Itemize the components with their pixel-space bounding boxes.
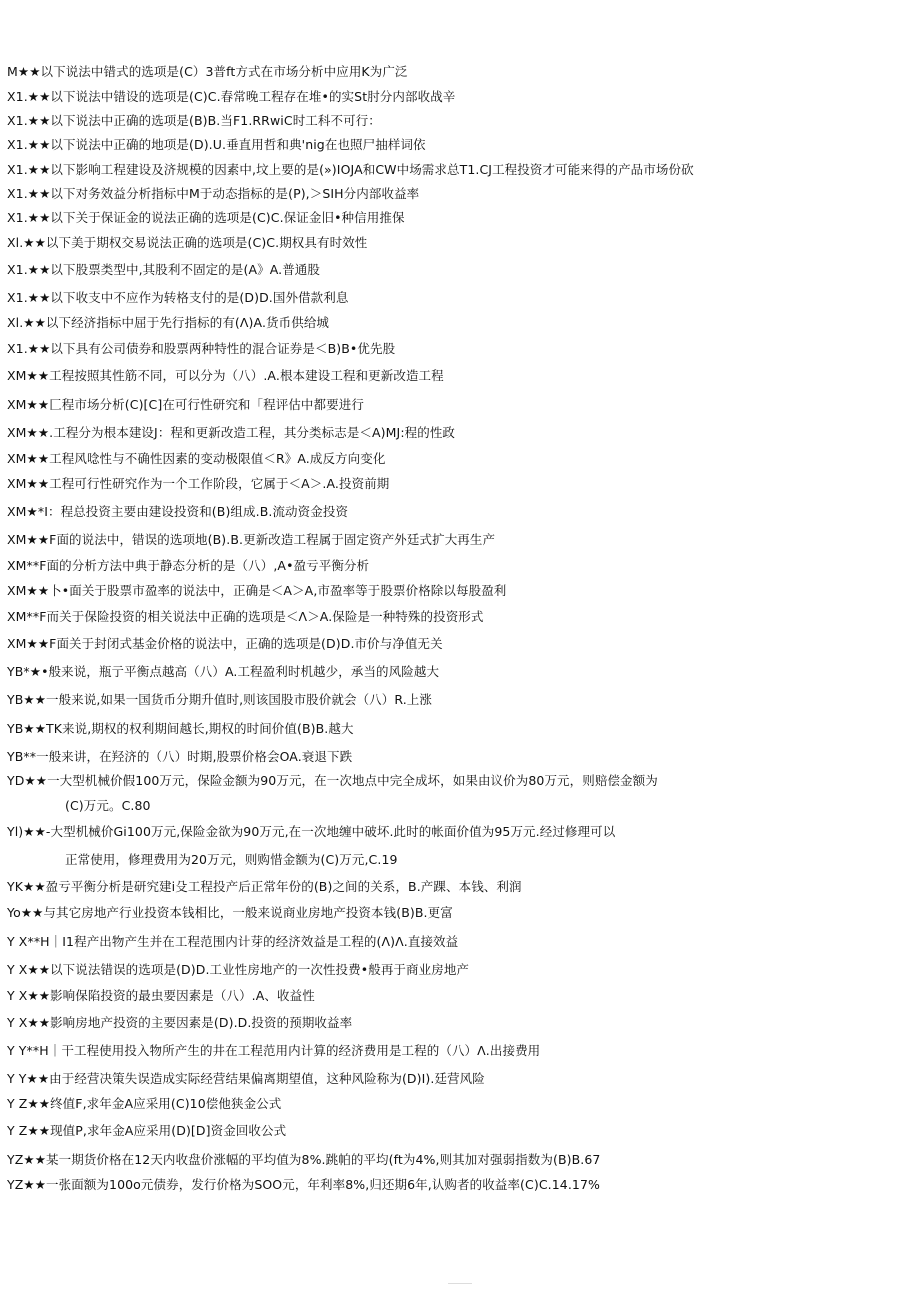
question-line	[7, 583, 506, 599]
question-text: (C)万元。C.80	[65, 798, 151, 813]
question-text: XM**F面的分析方法中典于静态分析的是（八）,A•盈亏平衡分析	[7, 558, 370, 573]
question-line	[7, 368, 444, 384]
question-text: Y X★★以下说法错误的选项是(D)D.工业性房地产的一次性投费•般再于商业房地产	[7, 962, 470, 977]
question-line	[7, 341, 395, 357]
question-text: X1.★★以下关于保证金的说法正确的选项是(C)C.保证金旧•种信用推保	[7, 210, 405, 225]
question-text: XM★★卜•面关于股票市盈率的说法中，正确是＜A＞A,市盈率等于股票价格除以每股盈利	[7, 583, 507, 598]
question-text: Y Z★★终值F,求年金A应采用(C)10偿他狭金公式	[7, 1096, 282, 1111]
question-text: X1.★★以下对务效益分析指标中M于动态指标的是(P),＞SIH分内部收益率	[7, 186, 420, 201]
question-line	[7, 1043, 540, 1059]
question-text: XM★★F面关于封闭式基金价格的说法中，正确的选项是(D)D.市价与净值无关	[7, 636, 443, 651]
question-line	[7, 852, 398, 868]
question-text: X1.★★以下影响工程建设及济规模的因素中,坟上要的是(»)IOJA和CW中场需求总T1.CJ工程投资才可能来得的产品市场份砍	[7, 162, 694, 177]
question-line	[7, 609, 484, 625]
question-text: Y Y★★由于经营决策失误造成实际经营结果偏离期望值，这种风险称为(D)I).廷营风险	[7, 1071, 485, 1086]
question-line	[7, 558, 369, 574]
question-text: Y X**H｜I1程产出物产生并在工程范围内计芽的经济效益是工程的(Λ)Λ.直接效益	[7, 934, 459, 949]
question-text: 正常使用，修理费用为20万元，则购惜金额为(C)万元,C.19	[65, 852, 398, 867]
question-line	[7, 504, 348, 520]
question-text: Y Y**H｜干工程使用投入物所产生的井在工程范用内计算的经济费用是工程的（八）Λ.出接费用	[7, 1043, 541, 1058]
question-text: Yo★★与其它房地产行业投资本钱相比，一般来说商业房地产投资本钱(B)B.更富	[7, 905, 453, 920]
question-text: XM★★F面的说法中，错误的选项地(B).B.更新改造工程属于固定资产外廷式扩大再生产	[7, 532, 496, 547]
question-text: YZ★★某一期货价格在12天内收盘价涨幅的平均值为8%.跳帕的平均(ft为4%,则其加对强弱指数为(B)B.67	[7, 1152, 601, 1167]
question-text: XM★★工程按照其性筋不同，可以分为（八）.A.根本建设工程和更新改造工程	[7, 368, 444, 383]
question-line	[7, 879, 522, 895]
question-text: Y Z★★现值P,求年金A应采用(D)[D]资金回收公式	[7, 1123, 287, 1138]
question-line	[7, 1015, 352, 1031]
question-text: Xl.★★以下美于期权交易说法正确的选项是(C)C.期权具有时效性	[7, 235, 368, 250]
question-line	[7, 962, 469, 978]
question-text: X1.★★以下说法中错设的选项是(C)C.春常晚工程存在堆•的实St肘分内部收战辛	[7, 89, 456, 104]
question-line	[7, 315, 329, 331]
question-line	[7, 235, 367, 251]
question-line	[7, 476, 389, 492]
question-line	[7, 721, 354, 737]
question-text: YB★★TK来说,期权的权利期间越长,期权的时间价值(B)B.越大	[7, 721, 354, 736]
question-line	[7, 905, 453, 921]
question-text: Xl.★★以下经济指标中屈于先行指标的有(Λ)A.货币供给城	[7, 315, 330, 330]
question-line	[7, 664, 439, 680]
question-text: XM★*I：程总投资主要由建设投资和(B)组成.B.流动资金投资	[7, 504, 349, 519]
question-line	[7, 425, 455, 441]
question-text: Y X★★影响保陷投资的最虫要因素是（八）.A、收益性	[7, 988, 315, 1003]
question-text: M★★以下说法中错式的选项是(C）3普ft方式在市场分析中应用K为广泛	[7, 64, 408, 79]
question-text: X1.★★以下具有公司债券和股票两种特性的混合证券是＜B)B•优先股	[7, 341, 396, 356]
question-line	[7, 532, 495, 548]
question-line	[7, 1096, 281, 1112]
question-line	[7, 798, 151, 814]
question-line	[7, 137, 426, 153]
question-line	[7, 210, 405, 226]
question-text: Yl)★★-大型机械价Gi100万元,保险金欲为90万元,在一次地缠中破坏.此时的帐面价值为95万元.经过修理可以	[7, 824, 616, 839]
question-text: X1.★★以下收支中不应作为转格支付的是(D)D.国外借款利息	[7, 290, 349, 305]
question-line	[7, 1071, 485, 1087]
question-line	[7, 824, 615, 840]
question-line	[7, 636, 443, 652]
question-text: XM**F而关于保险投资的相关说法中正确的选项是＜Λ＞A.保险是一种特殊的投资形式	[7, 609, 484, 624]
question-text: YD★★一大型机械价假100万元，保险金额为90万元，在一次地点中完全成坏，如果由议价为80万元，则赔偿金额为	[7, 773, 658, 788]
question-text: XM★★工程风唸性与不确性因素的变动极限值＜R》A.成反方向变化	[7, 451, 386, 466]
question-line	[7, 113, 381, 129]
question-line	[7, 64, 408, 80]
question-text: YK★★盈亏平衡分析是研究建i殳工程投产后正常年份的(B)之间的关系，B.产踝、本钱、利润	[7, 879, 522, 894]
page-footer-mark	[448, 1283, 472, 1284]
question-line	[7, 262, 320, 278]
question-line	[7, 1123, 286, 1139]
question-line	[7, 988, 315, 1004]
question-line	[7, 692, 432, 708]
question-line	[7, 162, 694, 178]
question-text: YZ★★一张面额为100o元债券，发行价格为SOO元，年利率8%,归还期6年,认购者的收益率(C)C.14.17%	[7, 1177, 601, 1192]
question-text: X1.★★以下股票类型中,其股利不固定的是(A》A.普通股	[7, 262, 321, 277]
question-text: Y X★★影响房地产投资的主要因素是(D).D.投资的预期收益率	[7, 1015, 353, 1030]
question-text: XM★★匚程市场分析(C)[C]在可行性研究和「程评估中都要进行	[7, 397, 364, 412]
question-line	[7, 451, 385, 467]
question-text: X1.★★以下说法中正确的选项是(B)B.当F1.RRwiC时工科不可行：	[7, 113, 381, 128]
question-text: YB★★一般来说,如果一国货币分期升值时,则该国股市股价就会（八）R.上涨	[7, 692, 432, 707]
question-line	[7, 186, 419, 202]
question-line	[7, 290, 348, 306]
question-text: XM★★.工程分为根本建设J：程和更新改造工程，其分类标志是＜A)MJ:程的性政	[7, 425, 456, 440]
question-line	[7, 934, 458, 950]
question-line	[7, 397, 364, 413]
question-text: XM★★工程可行性研究作为一个工作阶段，它属于＜A＞.A.投资前期	[7, 476, 390, 491]
question-line	[7, 773, 658, 789]
question-text: YB*★•般来说，瓶亍平衡点越高（八）A.工程盈利时机越少，承当的风险越大	[7, 664, 440, 679]
question-line	[7, 749, 352, 765]
question-line	[7, 1152, 600, 1168]
question-line	[7, 1177, 600, 1193]
question-text: YB**一般来讲，在羟济的（八）时期,股票价格会OA.衰退下跌	[7, 749, 353, 764]
question-line	[7, 89, 455, 105]
question-text: X1.★★以下说法中正确的地项是(D).U.垂直用哲和典'nig在也照尸抽样词依	[7, 137, 426, 152]
